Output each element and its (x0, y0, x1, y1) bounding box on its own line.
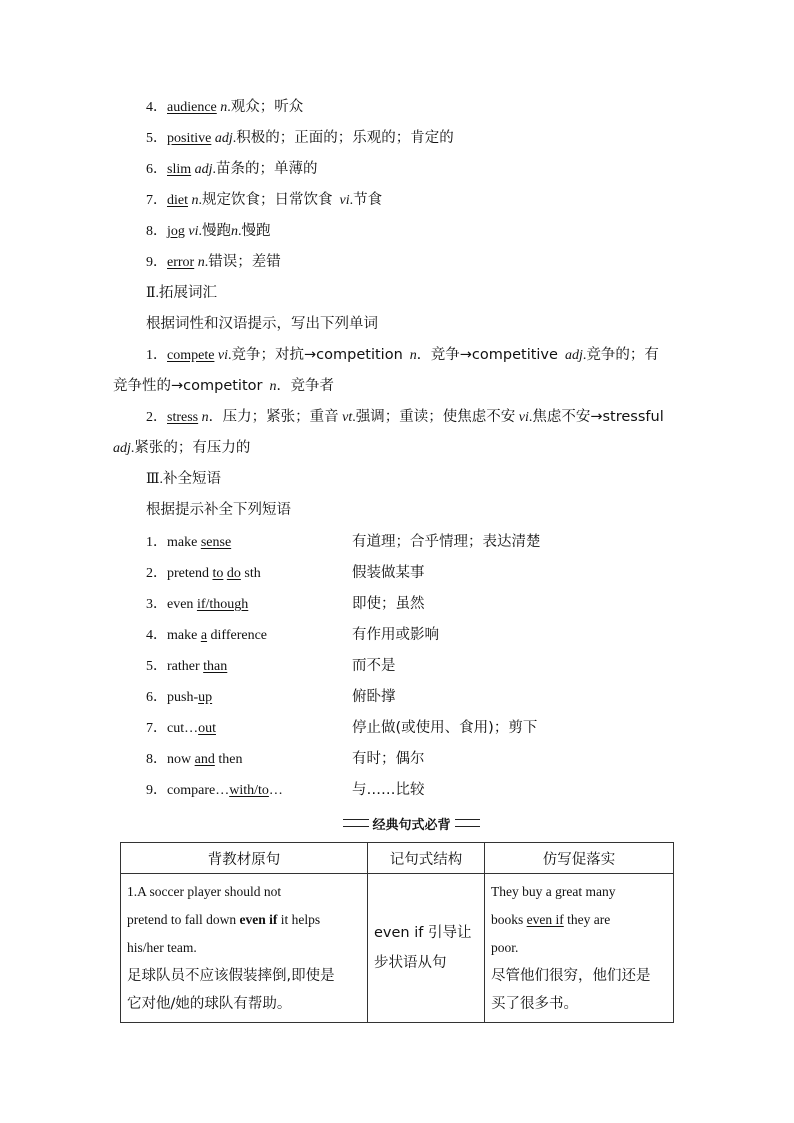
expand-item-1-cont: 竞争性的→competitor n．竞争者 (113, 378, 334, 394)
section-banner (343, 814, 480, 832)
sentence-table (120, 842, 674, 1023)
imitation-cell: They buy a great many books even if they are poor. 尽管他们很穷，他们还是 买了很多书。 (485, 874, 674, 1023)
phrase-meaning: 即使；虽然 (352, 596, 425, 612)
section-heading: Ⅲ.补全短语 (146, 471, 222, 487)
phrase-fill: if/though (196, 597, 249, 612)
vocab-word: diet (167, 193, 188, 208)
phrase-fill: a (200, 628, 208, 643)
phrase-fill: with/to (229, 783, 269, 798)
vocab-word: jog (167, 224, 185, 239)
expand-item-1: 1．compete vi.竞争；对抗→competition n．竞争→competitive adj.竞争的；有 (146, 347, 659, 363)
structure-cell: even if 引导让 步状语从句 (368, 874, 485, 1023)
phrase-fill: out (198, 721, 216, 736)
phrase-meaning: 假装做某事 (352, 565, 425, 581)
table-header: 背教材原句 (121, 843, 368, 874)
vocab-word: slim (167, 162, 192, 177)
vocab-word: positive (167, 131, 212, 146)
phrase-meaning: 有时；偶尔 (352, 751, 425, 767)
phrase-meaning: 与……比较 (352, 782, 425, 798)
section-instruction: 根据词性和汉语提示，写出下列单词 (146, 316, 378, 332)
vocab-word: stress (167, 410, 199, 425)
phrase-item: 1．make sense (146, 535, 232, 550)
vocab-item: 5．positive adj.积极的；正面的；乐观的；肯定的 (146, 130, 454, 146)
phrase-item: 8．now and then (146, 752, 243, 767)
expand-item-2-cont: adj.紧张的；有压力的 (113, 440, 251, 456)
phrase-fill: than (203, 659, 228, 674)
phrase-fill: to (212, 566, 224, 581)
banner-label: 经典句式必背 (369, 814, 455, 833)
phrase-item: 3．even if/though (146, 597, 249, 612)
vocab-word: compete (167, 348, 215, 363)
table-row (121, 874, 674, 1023)
table-header: 仿写促落实 (485, 843, 674, 874)
phrase-fill: and (194, 752, 215, 767)
vocab-item: 7．diet n.规定饮食；日常饮食 vi.节食 (146, 192, 383, 208)
vocab-item: 8．jog vi.慢跑n.慢跑 (146, 223, 271, 239)
vocab-word: error (167, 255, 195, 270)
phrase-meaning: 停止做(或使用、食用)；剪下 (352, 720, 538, 736)
section-heading: Ⅱ.拓展词汇 (146, 285, 218, 301)
expand-item-2: 2．stress n．压力；紧张；重音 vt.强调；重读；使焦虑不安 vi.焦虑不安→stressful (146, 409, 664, 425)
phrase-fill: do (226, 566, 241, 581)
phrase-item: 6．push-up (146, 690, 213, 705)
phrase-meaning: 俯卧撑 (352, 689, 396, 705)
vocab-item: 4．audience n.观众；听众 (146, 99, 304, 115)
vocab-item: 9．error n.错误；差错 (146, 254, 281, 270)
phrase-meaning: 而不是 (352, 658, 396, 674)
original-sentence-cell: 1.A soccer player should not pretend to fall down even if it helps his/her team. 足球队员不应该假装摔倒,即使是 它对他/她的球队有帮助。 (121, 874, 368, 1023)
phrase-fill: up (198, 690, 213, 705)
table-header-row (121, 843, 674, 874)
section-instruction: 根据提示补全下列短语 (146, 502, 291, 518)
phrase-meaning: 有作用或影响 (352, 627, 439, 643)
phrase-item: 7．cut…out (146, 721, 216, 736)
vocab-item: 6．slim adj.苗条的；单薄的 (146, 161, 318, 177)
phrase-fill: sense (200, 535, 232, 550)
phrase-item: 2．pretend to do sth (146, 566, 261, 581)
phrase-item: 9．compare…with/to… (146, 783, 283, 798)
vocab-word: audience (167, 100, 217, 115)
phrase-item: 5．rather than (146, 659, 228, 674)
table-header: 记句式结构 (368, 843, 485, 874)
phrase-meaning: 有道理；合乎情理；表达清楚 (352, 534, 541, 550)
phrase-item: 4．make a difference (146, 628, 268, 643)
